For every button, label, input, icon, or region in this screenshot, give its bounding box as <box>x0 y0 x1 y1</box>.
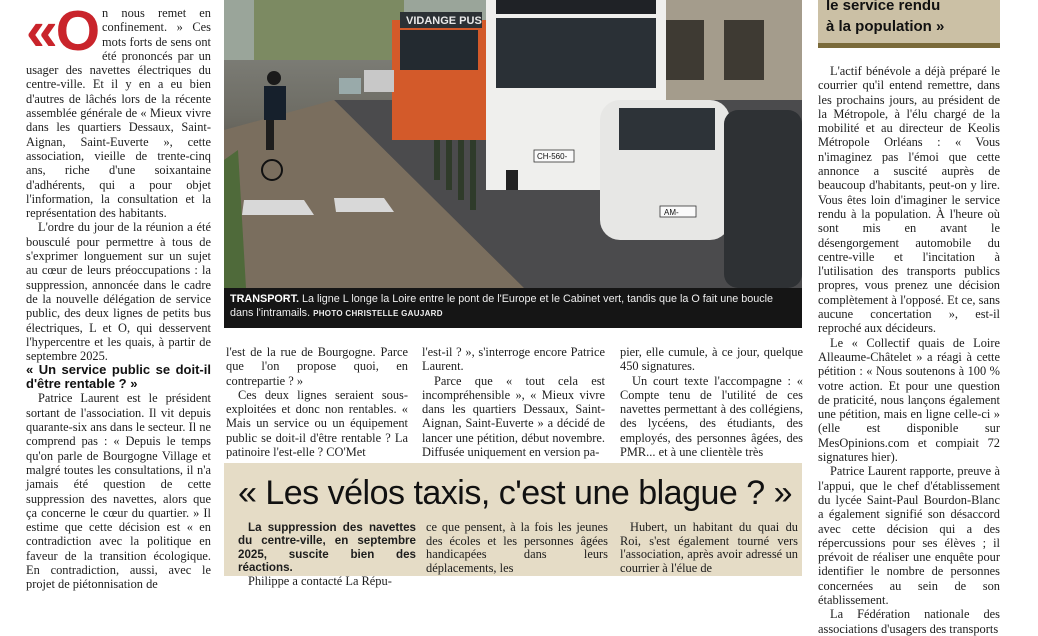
street-bus-photo <box>224 0 802 288</box>
feature-title: « Les vélos taxis, c'est une blague ? » <box>238 474 793 512</box>
paragraph: Parce que « tout cela est incompréhensible », « Mieux vivre dans les quartiers Dessaux, Saint-Aignan, Saint-Euverte » a décidé de lancer une pétition, début novembre. Diffusée uniquement en version pa- <box>422 373 605 460</box>
feature-box <box>224 463 802 588</box>
article-column-3 <box>422 345 605 459</box>
paragraph: Patrice Laurent rapporte, preuve à l'appui, que le chef d'établissement du lycée Saint-Paul Bourdon-Blanc a également signifié son désaccord avec cette décision qui a des répercussions pour ses élèves ; il prévoit de réaliser une enquête pour identifier le nombre de personnes concernées au sein de son établissement. <box>818 464 1000 607</box>
paragraph: Patrice Laurent est le président sortant de l'association. Il vit depuis quarante-six ans dans le secteur. Il ne comprend pas : « Depuis le temps qu'on parle de Bourgogne Village et malgré toutes les consultations, il n'a jamais été question de cette suppression des navettes, alors que ça concerne le cœur du quartier. » Il estime que cette décision est « en contradiction avec la politique en faveur de la transition écologique. En contradiction, aussi, avec le projet de piétonnisation de <box>26 391 211 592</box>
paragraph: l'est-il ? », s'interroge encore Patrice Laurent. <box>422 345 605 374</box>
news-photo <box>224 0 802 288</box>
paragraph: Un court texte l'accompagne : « Compte tenu de l'utilité de ces navettes permettant à des collégiens, des lycéens, des étudiants, des employés, des personnes âgées, des PMR... et à une clientèle très <box>620 373 803 460</box>
photo-caption: TRANSPORT. La ligne L longe la Loire entre le pont de l'Europe et le Cabinet vert, tandis que la O fait une boucle dans l'intramails. PHOTO CHRISTELLE GAUJARD <box>224 288 802 328</box>
subheading: « Un service public se doit-il d'être rentable ? » <box>26 362 211 392</box>
feature-column-3 <box>620 521 798 575</box>
paragraph: l'est de la rue de Bourgogne. Parce que l'on propose quoi, en contrepartie ? » <box>226 345 408 388</box>
article-column-4 <box>620 345 803 459</box>
feature-column-1 <box>238 521 416 588</box>
article-column-1 <box>26 0 211 592</box>
article-column-5 <box>818 64 1000 636</box>
feature-intro: La suppression des navettes du centre-ville, en septembre 2025, suscite bien des réactions. <box>238 521 416 575</box>
paragraph: Le « Collectif quais de Loire Alleaume-Châtelet » a réagi à cette pétition : « Nous soutenons à 100 % votre action. Et pour une question de praticité, nous lançons également une pétition, mais en ligne celle-ci » (elle est disponible sur MesOpinions.com et compiait 72 signatures hier). <box>818 335 1000 465</box>
paragraph: L'ordre du jour de la réunion a été bousculé pour permettre à tous de s'exprimer longuement sur un sujet au cœur de leurs préoccupations : la suppression, annoncée dans le cadre de la nouvelle délégation de service public, des deux lignes de petits bus électriques, L et O, qui desservent l'hypercentre et les quais, à partir de septembre 2025. <box>26 220 211 364</box>
dropcap: «O <box>26 0 99 63</box>
car-plate: AM- <box>664 208 679 217</box>
article-column-2 <box>226 345 408 459</box>
paragraph: L'actif bénévole a déjà préparé le courrier qu'il entend remettre, dans les prochains jours, au président de la Métropole, à l'élu chargé de la mobilité et au directeur de Keolis Métropole Orléans : « Vous n'imaginez pas l'émoi que cette annonce a suscité auprès de beaucoup d'habitants, peut-on y lire. Vous êtes loin d'imaginer le service rendu à la population. À l'heure où sont mis en avant le désengorgement automobile du centre-ville et l'incitation à l'utilisation des transports publics propres, vous prenez une décision complètement à l'opposé. Et ce, sans aucune concertation », est-il reproché aux décideurs. <box>818 64 1000 336</box>
paragraph: Hubert, un habitant du quai du Roi, s'est également tourné vers l'association, après avoir adressé un courrier à l'élue de <box>620 520 798 575</box>
bus-plate: CH-560- <box>537 152 568 161</box>
truck-sign: VIDANGE PUS <box>406 15 482 27</box>
quote-box: le service rendu à la population » <box>818 0 1000 48</box>
photo-credit: PHOTO CHRISTELLE GAUJARD <box>313 309 443 318</box>
paragraph: La Fédération nationale des associations d'usagers des transports <box>818 607 1000 636</box>
lead-paragraph: «On nous remet en confinement. » Ces mots forts de sens ont été prononcés par un usager des navettes électriques du centre-ville. Et il y en a eu bien d'autres de lâchés lors de la récente assemblée générale de « Mieux vivre dans les quartiers Dessaux, Saint-Aignan, Saint-Euverte », cette association, vieille de trente-cinq ans, riche d'une soixantaine d'adhérents, qui a pour objet l'information, la consultation et la représentation des habitants. <box>26 0 211 221</box>
paragraph: Philippe a contacté La Répu- <box>248 573 392 588</box>
paragraph: ce que pensent, à la fois les jeunes des écoles et les personnes âgées handicapées dans leurs déplacements, les <box>426 520 608 575</box>
paragraph: Ces deux lignes seraient sous-exploitées et donc non rentables. « Mais un service ou un équipement public se doit-il d'être rentable ? La patinoire l'est-elle ? CO'Met <box>226 387 408 460</box>
feature-column-2 <box>426 521 608 575</box>
paragraph: pier, elle cumule, à ce jour, quelque 450 signatures. <box>620 345 803 374</box>
